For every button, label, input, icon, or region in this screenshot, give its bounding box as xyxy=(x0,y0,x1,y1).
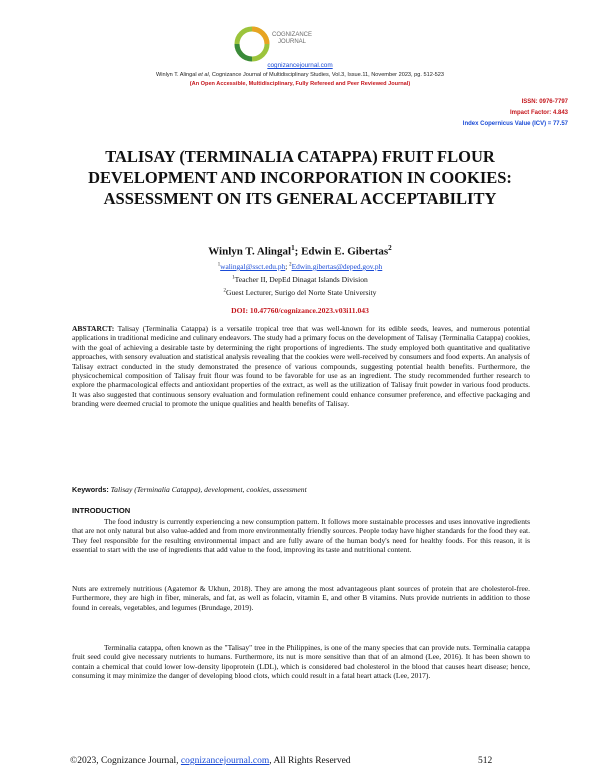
keywords-label: Keywords: xyxy=(72,485,109,494)
page-number: 512 xyxy=(478,756,493,766)
doi[interactable]: DOI: 10.47760/cognizance.2023.v03i11.043 xyxy=(231,306,369,315)
footer-copyright: ©2023, Cognizance Journal, cognizancejournal.com, All Rights Reserved xyxy=(70,756,351,766)
citation-rest: , Cognizance Journal of Multidisciplinary Studies, Vol.3, Issue.11, November 2023, pg. 512-523 xyxy=(208,72,445,78)
intro-paragraph-2: Nuts are extremely nutritious (Agatemor & Ukhun, 2018). They are among the most advantageous plant sources of protein that are cholesterol-free. Furthermore, they are high in fiber, minerals, and fat, as well as folacin, vitamin E, and other B vitamins. Nuts provide nutrients in addition to those found in cereals, vegetables, and legumes (Brundage, 2019). xyxy=(72,584,530,612)
intro-paragraph-1: The food industry is currently experiencing a new consumption pattern. It follows more sustainable processes and uses innovative ingredients that are not only natural but also value-added and from more environmentally friendly sources. People today have higher standards for the food they eat. They feel responsible for the resulting environmental impact and are fully aware of the human body's need for healthy foods. For this reason, it is essential to start with the use of ingredients that add value to the food, improving its taste and nutritional content. xyxy=(72,517,530,555)
affiliation-1: $^1$Teacher II, DepEd Dinagat Islands Division xyxy=(232,275,368,284)
footer-link[interactable]: cognizancejournal.com xyxy=(180,756,270,766)
author-2-sup: 2 xyxy=(388,244,392,252)
abstract-label: ABSTARCT: xyxy=(72,324,115,333)
author-1-sup: 1 xyxy=(291,244,295,252)
section-heading-introduction: INTRODUCTION xyxy=(72,506,131,515)
intro-paragraph-3: Terminalia catappa, often known as the "Talisay" tree in the Philippines, is one of the many species that can provide nuts. Terminalia catappa fruit seed could give necessary nutrients to humans. Furthermore, its nut is more sensitive than that of an almond (Lee, 2016). It has been shown to contain a chemical that could lower low-density lipoprotein (LDL), which is considered bad cholesterol in the blood that causes heart disease; hence, consuming it may minimize the danger of developing blood clots, which could result in a fatal heart attack (Lee, 2017). xyxy=(72,643,530,681)
journal-logo-text: COGNIZANCE JOURNAL xyxy=(271,32,312,45)
citation-line xyxy=(30,72,570,78)
issn: ISSN: 0976-7797 xyxy=(521,99,568,105)
icv-value: Index Copernicus Value (ICV) = 77.57 xyxy=(462,121,568,127)
keywords-text: Talisay (Terminalia Catappa), development, cookies, assessment xyxy=(110,485,307,494)
keywords xyxy=(72,485,530,494)
access-note: (An Open Accessible, Multidisciplinary, Fully Refereed and Peer Reviewed Journal) xyxy=(189,81,411,87)
impact-factor: Impact Factor: 4.843 xyxy=(509,110,568,116)
author-line xyxy=(0,244,600,258)
affiliation-2: $^2$Guest Lecturer, Surigo del Norte State University xyxy=(223,288,377,297)
email-link-2[interactable]: Edwin.gibertas@deped.gov.ph xyxy=(291,262,383,271)
abstract-text: Talisay (Terminalia Catappa) is a versatile tropical tree that was well-known for its edible seeds, leaves, and numerous potential applications in traditional medicine and culinary endeavors. The study had a primary focus on the development of Talisay (Terminalia Catappa) cookies, with the goal of achieving a desirable taste by determining the right proportions of ingredients. The study employed both quantitative and qualitative approaches, with sensory evaluation and statistical analysis revealing that the cookies were well-received by consumers and food experts. An analysis of Talisay extract conducted in the study demonstrated the presence of various compounds, suggesting potential health benefits. Furthermore, the physicochemical composition of Talisay fruit flour was found to be favorable for use as an ingredient. The study recommended further research to explore the pharmacological effects and antioxidant properties of the extract, as well as the utilization of Talisay fruit powder in various food products. It was also suggested that continuous sensory evaluation and formulation refinement could enhance consumer preference, and effective packaging and branding were deemed crucial to promote the unique qualities and health benefits of Talisay. xyxy=(72,324,530,409)
author-2: ; Edwin E. Gibertas xyxy=(294,245,389,258)
citation-etal: et al xyxy=(198,72,209,78)
email-line: $^1$walingal@ssct.edu.ph; $^2$Edwin.gibertas@deped.gov.ph xyxy=(217,262,383,271)
abstract xyxy=(72,324,530,409)
site-link[interactable]: cognizancejournal.com xyxy=(267,62,333,69)
citation-author: Winlyn T. Alingal xyxy=(155,72,199,78)
author-1: Winlyn T. Alingal xyxy=(208,245,292,258)
paper-title: TALISAY (TERMINALIA CATAPPA) FRUIT FLOUR DEVELOPMENT AND INCORPORATION IN COOKIES: ASSESSMENT ON ITS GENERAL ACCEPTABILITY xyxy=(88,147,512,208)
email-link-1[interactable]: walingal@ssct.edu.ph xyxy=(220,262,286,271)
